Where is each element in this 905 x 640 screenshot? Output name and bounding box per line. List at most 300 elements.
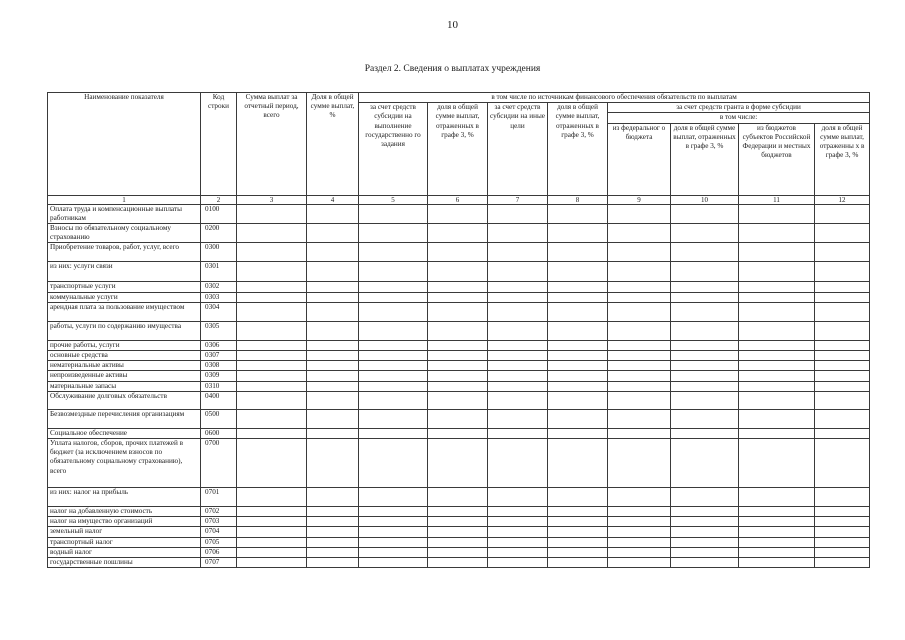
header-code: Код строки [201, 93, 237, 196]
row-name: из них: услуги связи [48, 262, 201, 282]
empty-cell [739, 243, 815, 262]
empty-cell [671, 361, 739, 371]
header-federal: из федеральног о бюджета [608, 123, 671, 195]
row-name: из них: налог на прибыль [48, 488, 201, 507]
empty-cell [739, 321, 815, 340]
empty-cell [307, 351, 359, 361]
empty-cell [488, 507, 548, 517]
empty-cell [739, 537, 815, 547]
empty-cell [359, 488, 428, 507]
empty-cell [428, 282, 488, 292]
empty-cell [739, 381, 815, 391]
column-number: 5 [359, 195, 428, 204]
empty-cell [815, 371, 870, 381]
empty-cell [237, 361, 307, 371]
empty-cell [307, 371, 359, 381]
empty-cell [815, 204, 870, 223]
empty-cell [671, 527, 739, 537]
table-row [48, 243, 870, 262]
empty-cell [739, 409, 815, 428]
table-body [48, 204, 870, 568]
empty-cell [307, 243, 359, 262]
empty-cell [359, 292, 428, 302]
empty-cell [671, 371, 739, 381]
row-code: 0706 [201, 547, 237, 557]
empty-cell [608, 381, 671, 391]
empty-cell [237, 527, 307, 537]
row-name: государственные пошлины [48, 558, 201, 568]
empty-cell [359, 262, 428, 282]
empty-cell [428, 340, 488, 350]
empty-cell [359, 204, 428, 223]
empty-cell [671, 351, 739, 361]
empty-cell [548, 282, 608, 292]
empty-cell [359, 527, 428, 537]
empty-cell [428, 361, 488, 371]
empty-cell [671, 439, 739, 488]
empty-cell [307, 409, 359, 428]
empty-cell [548, 224, 608, 243]
empty-cell [608, 361, 671, 371]
empty-cell [671, 537, 739, 547]
empty-cell [359, 282, 428, 292]
empty-cell [608, 527, 671, 537]
empty-cell [237, 488, 307, 507]
empty-cell [488, 409, 548, 428]
empty-cell [671, 381, 739, 391]
row-code: 0306 [201, 340, 237, 350]
empty-cell [307, 558, 359, 568]
row-code: 0600 [201, 428, 237, 438]
empty-cell [237, 409, 307, 428]
empty-cell [237, 507, 307, 517]
empty-cell [359, 507, 428, 517]
empty-cell [608, 428, 671, 438]
empty-cell [488, 282, 548, 292]
empty-cell [488, 439, 548, 488]
empty-cell [488, 262, 548, 282]
row-code: 0400 [201, 391, 237, 409]
table-row [48, 371, 870, 381]
empty-cell [548, 488, 608, 507]
empty-cell [548, 507, 608, 517]
empty-cell [548, 361, 608, 371]
empty-cell [608, 537, 671, 547]
empty-cell [237, 292, 307, 302]
empty-cell [307, 282, 359, 292]
empty-cell [488, 204, 548, 223]
row-code: 0310 [201, 381, 237, 391]
empty-cell [428, 243, 488, 262]
row-name: коммунальные услуги [48, 292, 201, 302]
empty-cell [671, 517, 739, 527]
empty-cell [237, 371, 307, 381]
empty-cell [237, 204, 307, 223]
table-row [48, 282, 870, 292]
table-row [48, 517, 870, 527]
empty-cell [307, 488, 359, 507]
row-name: налог на имущество организаций [48, 517, 201, 527]
empty-cell [488, 537, 548, 547]
column-number: 7 [488, 195, 548, 204]
empty-cell [815, 507, 870, 517]
empty-cell [488, 302, 548, 321]
table-header [48, 93, 870, 205]
row-code: 0302 [201, 282, 237, 292]
empty-cell [237, 391, 307, 409]
empty-cell [237, 243, 307, 262]
empty-cell [815, 321, 870, 340]
header-name: Наименование показателя [48, 93, 201, 196]
empty-cell [815, 488, 870, 507]
row-code: 0300 [201, 243, 237, 262]
empty-cell [671, 391, 739, 409]
empty-cell [548, 537, 608, 547]
row-name: Оплата труда и компенсационные выплаты работникам [48, 204, 201, 223]
empty-cell [739, 391, 815, 409]
empty-cell [671, 243, 739, 262]
table-row [48, 381, 870, 391]
empty-cell [548, 351, 608, 361]
empty-cell [548, 204, 608, 223]
empty-cell [359, 361, 428, 371]
header-sources-group: в том числе по источникам финансового обеспечения обязательств по выплатам [359, 93, 870, 103]
column-number: 8 [548, 195, 608, 204]
table-row [48, 527, 870, 537]
empty-cell [608, 262, 671, 282]
row-name: Приобретение товаров, работ, услуг, всего [48, 243, 201, 262]
empty-cell [739, 292, 815, 302]
row-name: Взносы по обязательному социальному страхованию [48, 224, 201, 243]
empty-cell [739, 204, 815, 223]
row-code: 0707 [201, 558, 237, 568]
empty-cell [608, 488, 671, 507]
row-name: материальные запасы [48, 381, 201, 391]
empty-cell [359, 371, 428, 381]
table-row [48, 547, 870, 557]
empty-cell [488, 321, 548, 340]
empty-cell [488, 371, 548, 381]
table-row [48, 391, 870, 409]
table-row [48, 340, 870, 350]
empty-cell [307, 439, 359, 488]
table-row [48, 428, 870, 438]
table-row [48, 409, 870, 428]
empty-cell [307, 302, 359, 321]
empty-cell [359, 224, 428, 243]
header-including: в том числе: [608, 113, 870, 123]
empty-cell [359, 321, 428, 340]
table-row [48, 507, 870, 517]
empty-cell [488, 361, 548, 371]
empty-cell [307, 340, 359, 350]
empty-cell [488, 391, 548, 409]
empty-cell [815, 439, 870, 488]
empty-cell [237, 351, 307, 361]
empty-cell [359, 340, 428, 350]
empty-cell [359, 381, 428, 391]
empty-cell [307, 391, 359, 409]
empty-cell [237, 224, 307, 243]
empty-cell [548, 391, 608, 409]
column-number-row [48, 195, 870, 204]
empty-cell [428, 558, 488, 568]
empty-cell [815, 262, 870, 282]
empty-cell [488, 292, 548, 302]
empty-cell [739, 527, 815, 537]
empty-cell [739, 428, 815, 438]
row-code: 0305 [201, 321, 237, 340]
empty-cell [608, 439, 671, 488]
header-share-federal: доля в общей сумме выплат, отраженных в графе 3, % [671, 123, 739, 195]
empty-cell [608, 302, 671, 321]
row-code: 0705 [201, 537, 237, 547]
empty-cell [307, 321, 359, 340]
empty-cell [307, 527, 359, 537]
table-row [48, 204, 870, 223]
empty-cell [739, 351, 815, 361]
column-number: 2 [201, 195, 237, 204]
empty-cell [548, 340, 608, 350]
table-row [48, 351, 870, 361]
table-row [48, 439, 870, 488]
row-name: арендная плата за пользование имуществом [48, 302, 201, 321]
header-state-task: за счет средств субсидии на выполнение государственно го задания [359, 103, 428, 195]
empty-cell [237, 439, 307, 488]
empty-cell [739, 507, 815, 517]
column-number: 4 [307, 195, 359, 204]
empty-cell [488, 547, 548, 557]
empty-cell [608, 391, 671, 409]
empty-cell [671, 262, 739, 282]
empty-cell [548, 517, 608, 527]
row-name: непроизведенные активы [48, 371, 201, 381]
row-name: Уплата налогов, сборов, прочих платежей в бюджет (за исключением взносов по обязательному социальному страхованию), всего [48, 439, 201, 488]
empty-cell [739, 371, 815, 381]
empty-cell [671, 488, 739, 507]
payments-table [47, 92, 870, 568]
empty-cell [428, 517, 488, 527]
row-code: 0701 [201, 488, 237, 507]
empty-cell [428, 381, 488, 391]
empty-cell [237, 537, 307, 547]
empty-cell [671, 224, 739, 243]
empty-cell [815, 351, 870, 361]
row-name: транспортные услуги [48, 282, 201, 292]
empty-cell [671, 547, 739, 557]
row-name: Обслуживание долговых обязательств [48, 391, 201, 409]
empty-cell [608, 409, 671, 428]
table-row [48, 537, 870, 547]
empty-cell [815, 302, 870, 321]
row-code: 0704 [201, 527, 237, 537]
row-name: Безвозмездные перечисления организациям [48, 409, 201, 428]
row-code: 0702 [201, 507, 237, 517]
empty-cell [307, 547, 359, 557]
column-number: 12 [815, 195, 870, 204]
empty-cell [548, 321, 608, 340]
empty-cell [548, 547, 608, 557]
empty-cell [428, 224, 488, 243]
table-row [48, 321, 870, 340]
empty-cell [359, 439, 428, 488]
empty-cell [237, 340, 307, 350]
empty-cell [428, 547, 488, 557]
empty-cell [815, 292, 870, 302]
empty-cell [428, 507, 488, 517]
empty-cell [739, 547, 815, 557]
empty-cell [488, 224, 548, 243]
column-number: 11 [739, 195, 815, 204]
row-code: 0200 [201, 224, 237, 243]
empty-cell [359, 547, 428, 557]
header-grant-group: за счет средств гранта в форме субсидии [608, 103, 870, 113]
empty-cell [608, 292, 671, 302]
header-total: Сумма выплат за отчетный период, всего [237, 93, 307, 196]
table-row [48, 224, 870, 243]
empty-cell [237, 381, 307, 391]
empty-cell [359, 391, 428, 409]
column-number: 6 [428, 195, 488, 204]
empty-cell [548, 428, 608, 438]
empty-cell [739, 282, 815, 292]
header-share-state-task: доля в общей сумме выплат, отраженных в графе 3, % [428, 103, 488, 195]
row-code: 0703 [201, 517, 237, 527]
empty-cell [359, 351, 428, 361]
empty-cell [237, 302, 307, 321]
column-number: 1 [48, 195, 201, 204]
empty-cell [488, 527, 548, 537]
row-name: транспортный налог [48, 537, 201, 547]
empty-cell [307, 292, 359, 302]
empty-cell [608, 243, 671, 262]
header-share-other-subsidy: доля в общей сумме выплат, отраженных в графе 3, % [548, 103, 608, 195]
empty-cell [428, 302, 488, 321]
empty-cell [671, 282, 739, 292]
column-number: 10 [671, 195, 739, 204]
table-row [48, 361, 870, 371]
empty-cell [359, 409, 428, 428]
empty-cell [428, 292, 488, 302]
empty-cell [307, 517, 359, 527]
column-number: 3 [237, 195, 307, 204]
empty-cell [548, 527, 608, 537]
row-name: прочие работы, услуги [48, 340, 201, 350]
row-code: 0100 [201, 204, 237, 223]
empty-cell [359, 537, 428, 547]
empty-cell [359, 243, 428, 262]
empty-cell [428, 391, 488, 409]
empty-cell [815, 361, 870, 371]
empty-cell [671, 340, 739, 350]
table-row [48, 488, 870, 507]
empty-cell [488, 488, 548, 507]
empty-cell [608, 507, 671, 517]
empty-cell [488, 340, 548, 350]
empty-cell [739, 488, 815, 507]
row-name: земельный налог [48, 527, 201, 537]
row-code: 0700 [201, 439, 237, 488]
empty-cell [488, 381, 548, 391]
row-code: 0309 [201, 371, 237, 381]
empty-cell [359, 428, 428, 438]
empty-cell [428, 428, 488, 438]
empty-cell [671, 558, 739, 568]
row-code: 0303 [201, 292, 237, 302]
row-code: 0308 [201, 361, 237, 371]
row-name: водный налог [48, 547, 201, 557]
empty-cell [739, 558, 815, 568]
empty-cell [428, 488, 488, 507]
empty-cell [488, 428, 548, 438]
empty-cell [307, 361, 359, 371]
empty-cell [428, 204, 488, 223]
empty-cell [815, 547, 870, 557]
empty-cell [608, 517, 671, 527]
header-share-regional: доля в общей сумме выплат, отраженны х в графе 3, % [815, 123, 870, 195]
empty-cell [739, 302, 815, 321]
empty-cell [359, 517, 428, 527]
section-title: Раздел 2. Сведения о выплатах учреждения [364, 64, 541, 74]
empty-cell [815, 537, 870, 547]
empty-cell [671, 292, 739, 302]
empty-cell [548, 302, 608, 321]
table-row [48, 292, 870, 302]
header-regional: из бюджетов субъектов Российской Федерации и местных бюджетов [739, 123, 815, 195]
empty-cell [488, 351, 548, 361]
page-number: 10 [447, 19, 458, 31]
empty-cell [488, 243, 548, 262]
row-name: Социальное обеспечение [48, 428, 201, 438]
empty-cell [428, 439, 488, 488]
empty-cell [237, 321, 307, 340]
empty-cell [671, 321, 739, 340]
empty-cell [307, 224, 359, 243]
empty-cell [428, 527, 488, 537]
table-row [48, 558, 870, 568]
empty-cell [815, 391, 870, 409]
empty-cell [671, 204, 739, 223]
empty-cell [428, 351, 488, 361]
empty-cell [428, 409, 488, 428]
empty-cell [608, 547, 671, 557]
row-name: основные средства [48, 351, 201, 361]
empty-cell [548, 292, 608, 302]
table-row [48, 262, 870, 282]
empty-cell [815, 558, 870, 568]
empty-cell [815, 224, 870, 243]
empty-cell [548, 371, 608, 381]
empty-cell [548, 439, 608, 488]
empty-cell [739, 517, 815, 527]
empty-cell [237, 558, 307, 568]
empty-cell [307, 381, 359, 391]
empty-cell [608, 371, 671, 381]
empty-cell [815, 517, 870, 527]
empty-cell [307, 537, 359, 547]
empty-cell [608, 340, 671, 350]
empty-cell [815, 381, 870, 391]
row-name: налог на добавленную стоимость [48, 507, 201, 517]
empty-cell [548, 262, 608, 282]
row-code: 0301 [201, 262, 237, 282]
empty-cell [815, 282, 870, 292]
row-code: 0307 [201, 351, 237, 361]
row-name: нематериальные активы [48, 361, 201, 371]
empty-cell [237, 282, 307, 292]
empty-cell [307, 262, 359, 282]
header-other-subsidy: за счет средств субсидии на иные цели [488, 103, 548, 195]
